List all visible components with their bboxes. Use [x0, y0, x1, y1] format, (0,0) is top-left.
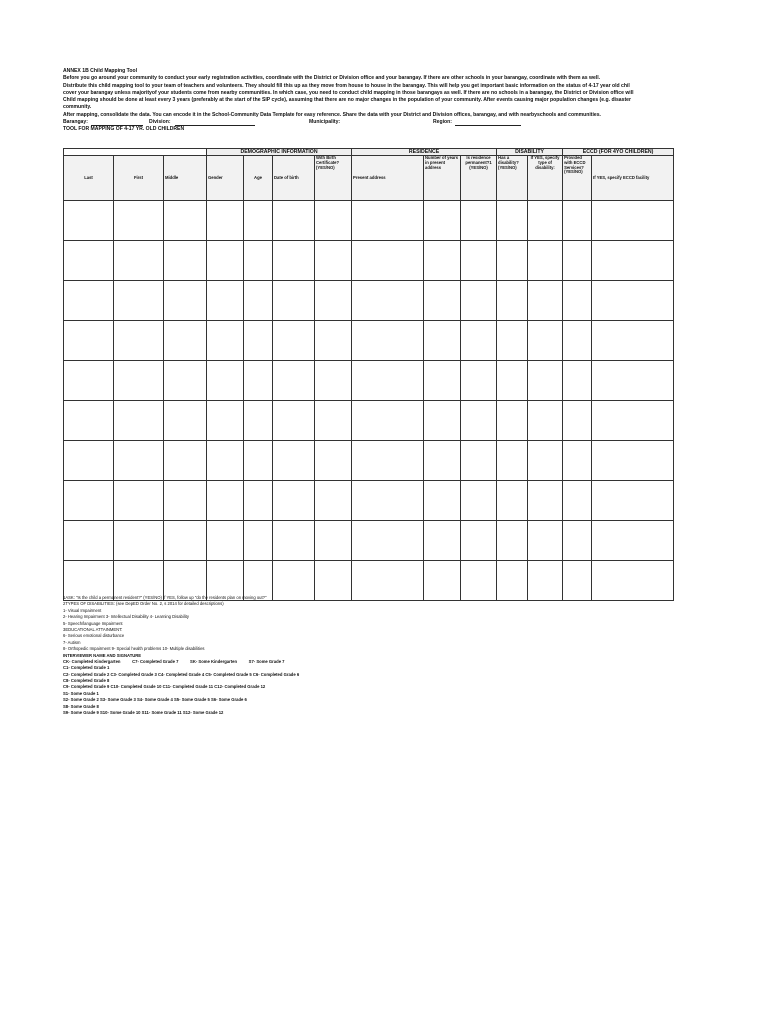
table-cell[interactable] [164, 521, 207, 561]
footnote-line: 5- Speech/language Impairment [63, 620, 123, 626]
table-cell[interactable] [64, 521, 114, 561]
table-cell[interactable] [273, 321, 315, 361]
table-cell[interactable] [114, 441, 164, 481]
table-cell[interactable] [461, 361, 497, 401]
table-cell[interactable] [461, 401, 497, 441]
table-cell[interactable] [244, 201, 273, 241]
col-date-of-birth: Date of birth [273, 156, 315, 201]
table-cell[interactable] [563, 521, 592, 561]
table-cell[interactable] [461, 321, 497, 361]
footnotes [63, 595, 673, 716]
table-cell[interactable] [114, 321, 164, 361]
region-line [455, 119, 521, 126]
municipality-label: Municipality: [309, 119, 341, 126]
table-cell[interactable] [207, 241, 244, 281]
group-demographic: DEMOGRAPHIC INFORMATION [207, 149, 352, 156]
table-cell[interactable] [244, 521, 273, 561]
col-gender: Gender [207, 156, 244, 201]
footnote-line: 2TYPES OF DISABILITIES: (see DepED Order No. 2, s 2014 for detailed descriptions) [63, 601, 224, 607]
table-cell[interactable] [64, 481, 114, 521]
footnote-line: 6- Serious emotional disturbance [63, 633, 125, 639]
table-cell[interactable] [244, 441, 273, 481]
table-cell[interactable] [207, 521, 244, 561]
table-row [64, 441, 674, 481]
table-cell[interactable] [424, 521, 461, 561]
table-cell[interactable] [352, 321, 424, 361]
table-cell[interactable] [64, 201, 114, 241]
table-cell[interactable] [207, 401, 244, 441]
instruction-line: Distribute this child mapping tool to your team of teachers and volunteers. They should fill this up as they move from house to house in the barangay. This will help you get important basic information on the status of 4-17 year old chil [63, 82, 630, 89]
footnote-line: C2- Completed Grade 2 C3- Completed Grade 3 C4- Completed Grade 4 C5- Completed Grade 5 C6- Completed Grade 6 [63, 671, 300, 677]
table-cell[interactable] [114, 521, 164, 561]
col-middle: Middle [164, 156, 207, 201]
table-body [64, 201, 674, 601]
table-cell[interactable] [164, 401, 207, 441]
table-cell[interactable] [315, 361, 352, 401]
instruction-line: Child mapping should be done at least every 3 years (preferably at the start of the SIP cycle), assuming that there are no major changes in the population of your community. After events causing major population changes (e.g. disaster [63, 97, 631, 104]
group-eccd: ECCD (FOR 4YO CHILDREN) [563, 149, 674, 156]
table-cell[interactable] [164, 441, 207, 481]
table-cell[interactable] [273, 241, 315, 281]
table-cell[interactable] [244, 241, 273, 281]
table-cell[interactable] [528, 321, 563, 361]
table-cell[interactable] [207, 441, 244, 481]
table-cell[interactable] [424, 481, 461, 521]
table-cell[interactable] [114, 281, 164, 321]
table-cell[interactable] [461, 441, 497, 481]
table-cell[interactable] [528, 481, 563, 521]
table-cell[interactable] [424, 361, 461, 401]
table-cell[interactable] [424, 441, 461, 481]
table-cell[interactable] [592, 281, 674, 321]
instruction-line: After mapping, consolidate the data. You can encode it in the School-Community Data Template for easy reference. Share the data with your District and Division offices, barangay, and with nearbyschools and communities. [63, 111, 601, 118]
instruction-line: Before you go around your community to conduct your early registration activities, coordinate with the District or Division office and your barangay. If there are other schools in your barangay, coordinate with them as well. [63, 75, 601, 82]
table-cell[interactable] [352, 441, 424, 481]
table-cell[interactable] [315, 201, 352, 241]
table-cell[interactable] [315, 281, 352, 321]
table-cell[interactable] [424, 281, 461, 321]
table-cell[interactable] [563, 321, 592, 361]
table-cell[interactable] [461, 521, 497, 561]
footnote-line: 1ASK: "Is the child a permanent resident?" (YES/NO) If YES, follow up "do the residents plan on moving out?" [63, 595, 267, 600]
table-cell[interactable] [352, 481, 424, 521]
table-cell[interactable] [207, 481, 244, 521]
col-residence-permanent: Is residence permanent?1 (YES/NO) [461, 156, 497, 201]
table-cell[interactable] [315, 521, 352, 561]
table-cell[interactable] [563, 201, 592, 241]
table-cell[interactable] [497, 241, 528, 281]
footnote-line: 1- Visual Impairment [63, 607, 102, 613]
child-mapping-table [63, 148, 674, 601]
col-last: Last [64, 156, 114, 201]
group-residence: RESIDENCE [352, 149, 497, 156]
table-cell[interactable] [273, 401, 315, 441]
table-cell[interactable] [315, 401, 352, 441]
barangay-label: Barangay: [63, 119, 88, 126]
footnote-line: 7- Autism [63, 639, 81, 645]
table-cell[interactable] [114, 201, 164, 241]
table-cell[interactable] [528, 241, 563, 281]
table-cell[interactable] [528, 441, 563, 481]
footnote-line: CK- Completed Kindergarten C7- Completed Grade 7 SK- Some Kindergarten S7- Some Grade 7 [63, 658, 285, 664]
col-age: Age [244, 156, 273, 201]
table-cell[interactable] [563, 281, 592, 321]
table-cell[interactable] [315, 321, 352, 361]
table-cell[interactable] [461, 241, 497, 281]
col-has-disability: Has a disability? (YES/NO) [497, 156, 528, 201]
division-line [175, 119, 255, 126]
table-cell[interactable] [497, 521, 528, 561]
table-row [64, 401, 674, 441]
tool-title: TOOL FOR MAPPING OF 4-17 YR. OLD CHILDREN [63, 126, 185, 133]
table-cell[interactable] [207, 361, 244, 401]
table-cell[interactable] [273, 441, 315, 481]
table-cell[interactable] [244, 281, 273, 321]
table-cell[interactable] [64, 281, 114, 321]
table-cell[interactable] [164, 201, 207, 241]
table-cell[interactable] [207, 281, 244, 321]
table-row [64, 481, 674, 521]
table-cell[interactable] [352, 201, 424, 241]
table-cell[interactable] [164, 281, 207, 321]
footnote-line: C8- Completed Grade 8 [63, 678, 110, 684]
table-cell[interactable] [315, 441, 352, 481]
footnote-line: S8- Some Grade 8 [63, 703, 99, 709]
col-birth-certificate: With Birth Certificate? (YES/NO) [315, 156, 352, 201]
table-cell[interactable] [207, 321, 244, 361]
table-cell[interactable] [592, 441, 674, 481]
instruction-line: community. [63, 104, 92, 111]
table-cell[interactable] [352, 521, 424, 561]
col-present-address: Present address [352, 156, 424, 201]
interviewer-signature-label: INTERVIEWER NAME AND SIGNATURE [63, 652, 142, 658]
footnote-line: S1- Some Grade 1 [63, 690, 99, 696]
table-cell[interactable] [352, 281, 424, 321]
table-cell[interactable] [497, 361, 528, 401]
table-cell[interactable] [528, 201, 563, 241]
footnote-line: S9- Some Grade 9 S10- Some Grade 10 S11- Some Grade 11 S12- Some Grade 12 [63, 710, 224, 716]
table-cell[interactable] [563, 361, 592, 401]
table-cell[interactable] [497, 401, 528, 441]
table-cell[interactable] [114, 481, 164, 521]
table-cell[interactable] [424, 321, 461, 361]
col-years-in-address: Number of years in present address [424, 156, 461, 201]
table-cell[interactable] [592, 321, 674, 361]
table-cell[interactable] [563, 241, 592, 281]
table-cell[interactable] [563, 401, 592, 441]
table-cell[interactable] [273, 201, 315, 241]
table-cell[interactable] [592, 241, 674, 281]
table-cell[interactable] [592, 201, 674, 241]
table-row [64, 521, 674, 561]
table-cell[interactable] [497, 441, 528, 481]
table-cell[interactable] [424, 201, 461, 241]
table-cell[interactable] [497, 281, 528, 321]
group-header-row [64, 149, 674, 156]
table-cell[interactable] [64, 401, 114, 441]
location-fields [63, 119, 673, 126]
table-cell[interactable] [114, 361, 164, 401]
table-cell[interactable] [461, 281, 497, 321]
table-cell[interactable] [563, 481, 592, 521]
table-cell[interactable] [244, 401, 273, 441]
table-cell[interactable] [528, 401, 563, 441]
instruction-line: cover your barangay unless majorityof your students come from nearby communities. In which case, you need to conduct child mapping in those barangays as well. If there are no schools in a barangay, the District or Division office will [63, 89, 634, 96]
col-eccd-services: Provided with ECCD Services? (YES/NO) [563, 156, 592, 201]
table-cell[interactable] [244, 481, 273, 521]
column-header-row [64, 156, 674, 201]
footnote-line: 2- Hearing Impairment 3- Intellectual Disability 4- Learning Disability [63, 614, 189, 620]
col-first: First [114, 156, 164, 201]
table-cell[interactable] [461, 481, 497, 521]
table-cell[interactable] [352, 401, 424, 441]
table-cell[interactable] [244, 321, 273, 361]
table-row [64, 321, 674, 361]
footnote-line: C9- Completed Grade 9 C10- Completed Grade 10 C11- Completed Grade 11 C12- Completed Grade 12 [63, 684, 266, 690]
table-cell[interactable] [592, 481, 674, 521]
table-cell[interactable] [352, 241, 424, 281]
table-cell[interactable] [528, 361, 563, 401]
footnote-line: C1- Completed Grade 1 [63, 665, 110, 671]
table-cell[interactable] [64, 241, 114, 281]
table-cell[interactable] [114, 401, 164, 441]
table-cell[interactable] [592, 521, 674, 561]
table-row [64, 361, 674, 401]
table-cell[interactable] [64, 441, 114, 481]
table-cell[interactable] [114, 241, 164, 281]
footnote-line: 8- Orthopedic Impairment 9- Special health problems 10- Multiple disabilities [63, 646, 205, 652]
table-cell[interactable] [273, 521, 315, 561]
table-cell[interactable] [461, 201, 497, 241]
table-row [64, 201, 674, 241]
table-cell[interactable] [64, 321, 114, 361]
table-cell[interactable] [273, 361, 315, 401]
group-disability: DISABILITY [497, 149, 563, 156]
table-cell[interactable] [563, 441, 592, 481]
document-page [63, 68, 673, 716]
col-eccd-facility: If YES, specify ECCD facility [592, 156, 674, 201]
region-label: Region: [433, 119, 452, 126]
table-cell[interactable] [164, 241, 207, 281]
table-cell[interactable] [207, 201, 244, 241]
table-cell[interactable] [592, 361, 674, 401]
table-cell[interactable] [164, 481, 207, 521]
table-cell[interactable] [273, 481, 315, 521]
blank-group-cell [64, 149, 207, 156]
barangay-line [91, 119, 143, 126]
table-row [64, 281, 674, 321]
table-cell[interactable] [164, 361, 207, 401]
table-cell[interactable] [497, 201, 528, 241]
table-cell[interactable] [497, 481, 528, 521]
annex-heading: ANNEX 1B Child Mapping Tool [63, 68, 138, 74]
table-cell[interactable] [528, 281, 563, 321]
division-label: Division: [149, 119, 171, 126]
footnote-line: S2- Some Grade 2 S3- Some Grade 3 S4- Some Grade 4 S5- Some Grade 5 S6- Some Grade 6 [63, 697, 247, 703]
table-cell[interactable] [273, 281, 315, 321]
table-cell[interactable] [424, 401, 461, 441]
table-cell[interactable] [528, 521, 563, 561]
table-cell[interactable] [164, 321, 207, 361]
table-cell[interactable] [315, 241, 352, 281]
table-cell[interactable] [592, 401, 674, 441]
table-cell[interactable] [424, 241, 461, 281]
table-cell[interactable] [352, 361, 424, 401]
table-row [64, 241, 674, 281]
table-cell[interactable] [315, 481, 352, 521]
table-cell[interactable] [497, 321, 528, 361]
col-disability-type: If YES, specify type of disability: [528, 156, 563, 201]
table-cell[interactable] [64, 361, 114, 401]
table-cell[interactable] [244, 361, 273, 401]
footnote-line: 3EDUCATIONAL ATTAINMENT: [63, 626, 123, 632]
